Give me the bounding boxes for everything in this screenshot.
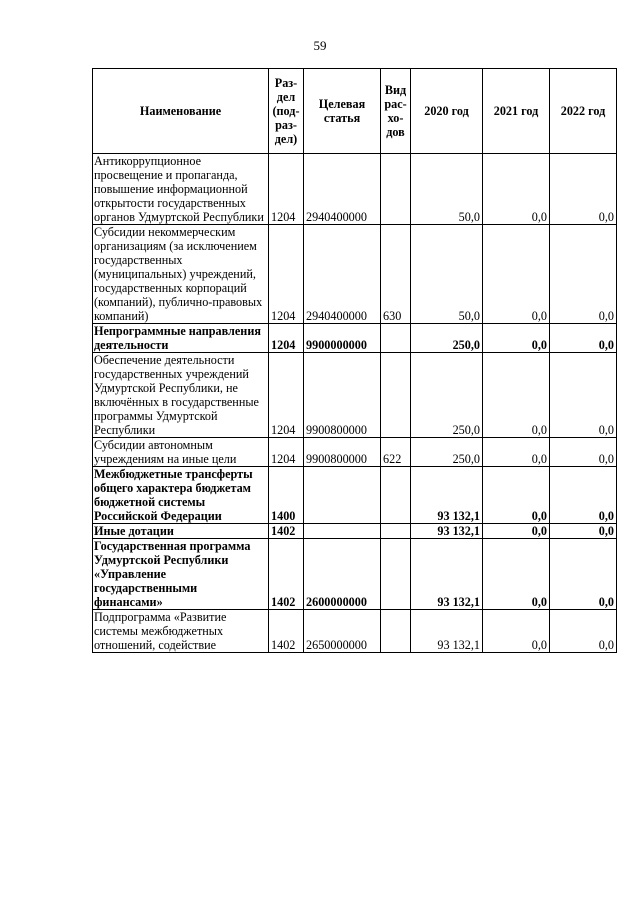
budget-table	[92, 68, 617, 653]
table-row	[93, 610, 617, 653]
cell-2020: 93 132,1	[411, 467, 483, 524]
cell-2021: 0,0	[483, 610, 550, 653]
cell-2021: 0,0	[483, 225, 550, 324]
cell-2022: 0,0	[550, 154, 617, 225]
cell-2022: 0,0	[550, 467, 617, 524]
header-name: Наименование	[93, 69, 269, 154]
table-row	[93, 324, 617, 353]
cell-2021: 0,0	[483, 539, 550, 610]
cell-kind	[381, 353, 411, 438]
cell-article: 2940400000	[304, 154, 381, 225]
header-section: Раз-дел (под-раз-дел)	[269, 69, 304, 154]
table-row	[93, 438, 617, 467]
cell-name: Обеспечение деятельности государственных учреждений Удмуртской Республики, не включённых в государственные программы Удмуртской Республики	[93, 353, 269, 438]
cell-section: 1402	[269, 539, 304, 610]
page-number: 59	[313, 38, 327, 53]
cell-kind	[381, 524, 411, 539]
cell-article: 9900800000	[304, 353, 381, 438]
cell-section: 1204	[269, 438, 304, 467]
cell-2021: 0,0	[483, 467, 550, 524]
cell-section: 1402	[269, 524, 304, 539]
cell-2020: 250,0	[411, 353, 483, 438]
cell-section: 1204	[269, 353, 304, 438]
cell-2021: 0,0	[483, 353, 550, 438]
cell-2022: 0,0	[550, 539, 617, 610]
cell-article	[304, 524, 381, 539]
cell-2022: 0,0	[550, 438, 617, 467]
table-row	[93, 467, 617, 524]
cell-name: Государственная программа Удмуртской Республики «Управление государственными финансами»	[93, 539, 269, 610]
cell-2021: 0,0	[483, 524, 550, 539]
cell-article	[304, 467, 381, 524]
cell-2020: 50,0	[411, 225, 483, 324]
cell-name: Подпрограмма «Развитие системы межбюджетных отношений, содействие	[93, 610, 269, 653]
cell-2022: 0,0	[550, 324, 617, 353]
cell-2020: 93 132,1	[411, 524, 483, 539]
table-row	[93, 539, 617, 610]
cell-kind	[381, 324, 411, 353]
header-2022: 2022 год	[550, 69, 617, 154]
cell-article: 2600000000	[304, 539, 381, 610]
cell-kind	[381, 539, 411, 610]
cell-2020: 50,0	[411, 154, 483, 225]
table-row	[93, 524, 617, 539]
cell-kind	[381, 610, 411, 653]
cell-section: 1204	[269, 225, 304, 324]
cell-2020: 250,0	[411, 438, 483, 467]
cell-name: Антикоррупционное просвещение и пропаганда, повышение информационной открытости государственных органов Удмуртской Республики	[93, 154, 269, 225]
table-row	[93, 154, 617, 225]
cell-2020: 93 132,1	[411, 610, 483, 653]
cell-article: 9900800000	[304, 438, 381, 467]
table-row	[93, 225, 617, 324]
cell-2022: 0,0	[550, 353, 617, 438]
cell-name: Иные дотации	[93, 524, 269, 539]
cell-article: 2940400000	[304, 225, 381, 324]
cell-section: 1402	[269, 610, 304, 653]
cell-kind: 622	[381, 438, 411, 467]
cell-section: 1400	[269, 467, 304, 524]
cell-kind	[381, 467, 411, 524]
header-2020: 2020 год	[411, 69, 483, 154]
header-article: Целевая статья	[304, 69, 381, 154]
table-header-row	[93, 69, 617, 154]
cell-name: Субсидии автономным учреждениям на иные цели	[93, 438, 269, 467]
cell-name: Межбюджетные трансферты общего характера бюджетам бюджетной системы Российской Федерации	[93, 467, 269, 524]
cell-2022: 0,0	[550, 524, 617, 539]
cell-kind: 630	[381, 225, 411, 324]
cell-2022: 0,0	[550, 225, 617, 324]
cell-kind	[381, 154, 411, 225]
header-2021: 2021 год	[483, 69, 550, 154]
cell-2022: 0,0	[550, 610, 617, 653]
cell-section: 1204	[269, 154, 304, 225]
cell-article: 2650000000	[304, 610, 381, 653]
header-kind: Вид рас-хо-дов	[381, 69, 411, 154]
cell-name: Непрограммные направления деятельности	[93, 324, 269, 353]
cell-name: Субсидии некоммерческим организациям (за исключением государственных (муниципальных) учреждений, государственных корпораций (компаний), публично-правовых компаний)	[93, 225, 269, 324]
cell-2021: 0,0	[483, 438, 550, 467]
cell-2021: 0,0	[483, 154, 550, 225]
cell-2021: 0,0	[483, 324, 550, 353]
cell-2020: 250,0	[411, 324, 483, 353]
cell-2020: 93 132,1	[411, 539, 483, 610]
cell-section: 1204	[269, 324, 304, 353]
cell-article: 9900000000	[304, 324, 381, 353]
table-row	[93, 353, 617, 438]
